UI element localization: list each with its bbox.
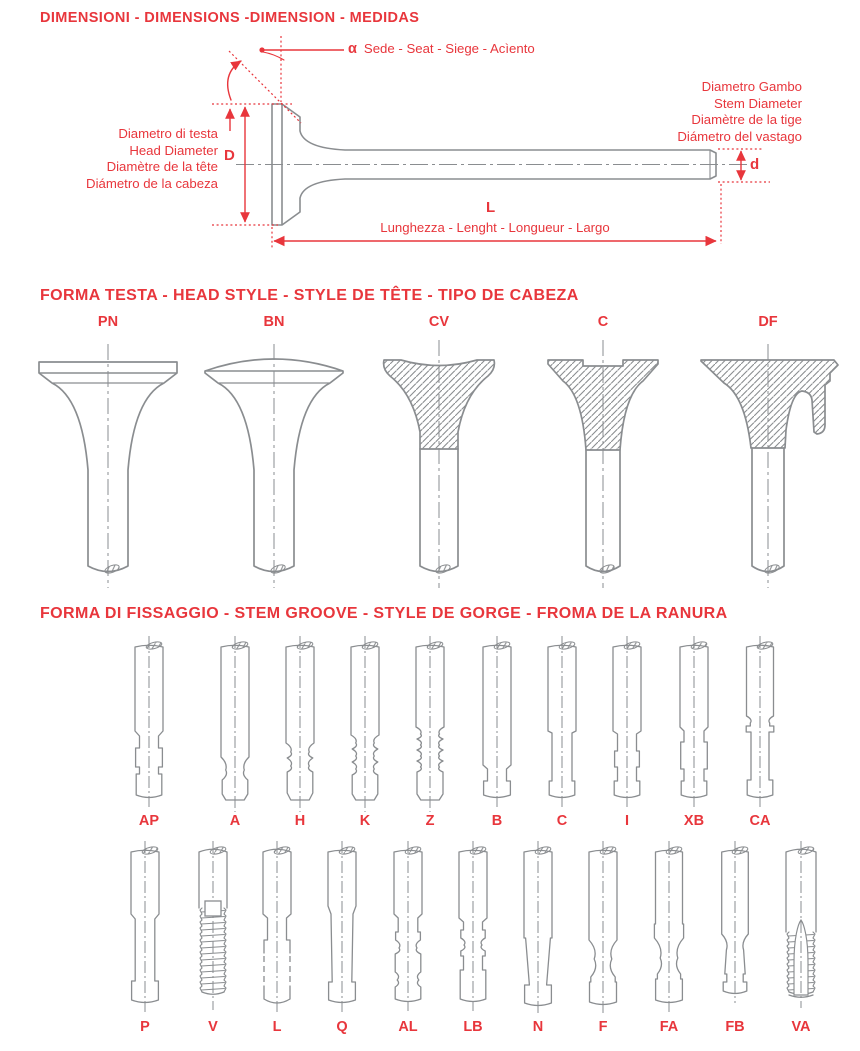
stem-groove-label-q: Q	[336, 1019, 348, 1035]
head-diameter-line-it: Diametro di testa	[118, 126, 218, 141]
head-style-label-bn: BN	[263, 314, 285, 330]
stem-groove-label-p: P	[140, 1019, 150, 1035]
head-style-drawing-pn	[39, 344, 177, 588]
stem-drawing-b	[483, 636, 511, 807]
stem-groove-label-l: L	[272, 1019, 282, 1035]
head-style-label-c: C	[597, 314, 609, 330]
stem-drawing-lb	[459, 841, 487, 1011]
section3-title: FORMA DI FISSAGGIO - STEM GROOVE - STYLE DE GORGE - FROMA DE LA RANURA	[40, 605, 728, 622]
head-style-drawing-cv	[384, 340, 495, 588]
stem-groove-label-z: Z	[425, 813, 435, 829]
stem-groove-label-f: F	[598, 1019, 608, 1035]
stem-drawing-al	[394, 841, 422, 1011]
stem-drawing-va	[786, 841, 816, 1008]
stem-drawing-n	[524, 841, 552, 1015]
length-letter: L	[486, 199, 496, 216]
stem-drawing-i	[613, 636, 641, 807]
stem-drawing-xb	[680, 636, 708, 807]
stem-groove-label-fb: FB	[725, 1019, 745, 1035]
head-diameter-line-es: Diámetro de la cabeza	[86, 175, 218, 191]
stem-diameter-line-fr: Diamètre de la tige	[691, 112, 802, 127]
head-style-label-pn: PN	[97, 314, 119, 330]
seat-angle-label	[348, 41, 535, 57]
stem-groove-label-xb: XB	[683, 813, 705, 829]
head-style-drawing-c	[548, 340, 658, 588]
stem-groove-label-b: B	[491, 813, 503, 829]
head-diameter-line-en: Head Diameter	[129, 142, 218, 158]
length-label: Lunghezza - Lenght - Longueur - Largo	[380, 220, 610, 235]
stem-groove-label-ca: CA	[749, 813, 771, 829]
stem-drawing-ap	[135, 636, 163, 807]
stem-drawing-f	[589, 841, 617, 1014]
head-diameter-label	[40, 126, 218, 192]
stem-groove-label-v: V	[208, 1019, 218, 1035]
stem-drawing-p	[131, 841, 159, 1012]
stem-drawing-l	[263, 841, 291, 1012]
head-style-label-df: DF	[758, 314, 778, 330]
stem-diameter-label	[600, 79, 802, 145]
head-diameter-line-fr: Diamètre de la tête	[106, 159, 218, 174]
head-style-drawing-df	[701, 344, 838, 588]
stem-groove-label-lb: LB	[463, 1019, 483, 1035]
stem-drawing-v	[199, 841, 227, 1010]
section1-title: DIMENSIONI - DIMENSIONS -DIMENSION - MEDIDAS	[40, 10, 420, 26]
stem-groove-label-ap: AP	[138, 813, 160, 829]
stem-groove-label-c: C	[556, 813, 568, 829]
stem-groove-label-h: H	[294, 813, 306, 829]
section2-title: FORMA TESTA - HEAD STYLE - STYLE DE TÊTE - TIPO DE CABEZA	[40, 287, 579, 304]
stem-drawing-a	[221, 636, 249, 812]
stem-drawing-fb	[722, 841, 749, 1003]
head-style-drawing-bn	[205, 344, 343, 588]
stem-diameter-line-it: Diametro Gambo	[701, 79, 802, 94]
stem-drawing-k	[351, 636, 379, 812]
stem-groove-label-va: VA	[791, 1019, 811, 1035]
stem-drawing-q	[328, 841, 356, 1012]
stem-groove-label-a: A	[229, 813, 241, 829]
stem-diameter-line-en: Stem Diameter	[714, 95, 802, 111]
head-style-label-cv: CV	[428, 314, 450, 330]
stem-drawing-ca	[746, 636, 774, 807]
stem-drawing-c	[548, 636, 576, 807]
stem-groove-label-n: N	[532, 1019, 544, 1035]
stem-diameter-letter: d	[750, 156, 760, 173]
alpha-symbol: α	[348, 41, 357, 57]
stem-diameter-line-es: Diámetro del vastago	[677, 128, 802, 144]
stem-groove-label-k: K	[359, 813, 371, 829]
stem-groove-label-i: I	[624, 813, 630, 829]
stem-drawing-h	[286, 636, 314, 812]
stem-groove-label-al: AL	[398, 1019, 418, 1035]
head-diameter-letter: D	[224, 147, 235, 164]
seat-label-text: Sede - Seat - Siege - Acìento	[363, 41, 535, 56]
stem-groove-label-fa: FA	[659, 1019, 679, 1035]
stem-drawing-fa	[654, 841, 683, 1012]
stem-drawing-z	[416, 636, 444, 812]
